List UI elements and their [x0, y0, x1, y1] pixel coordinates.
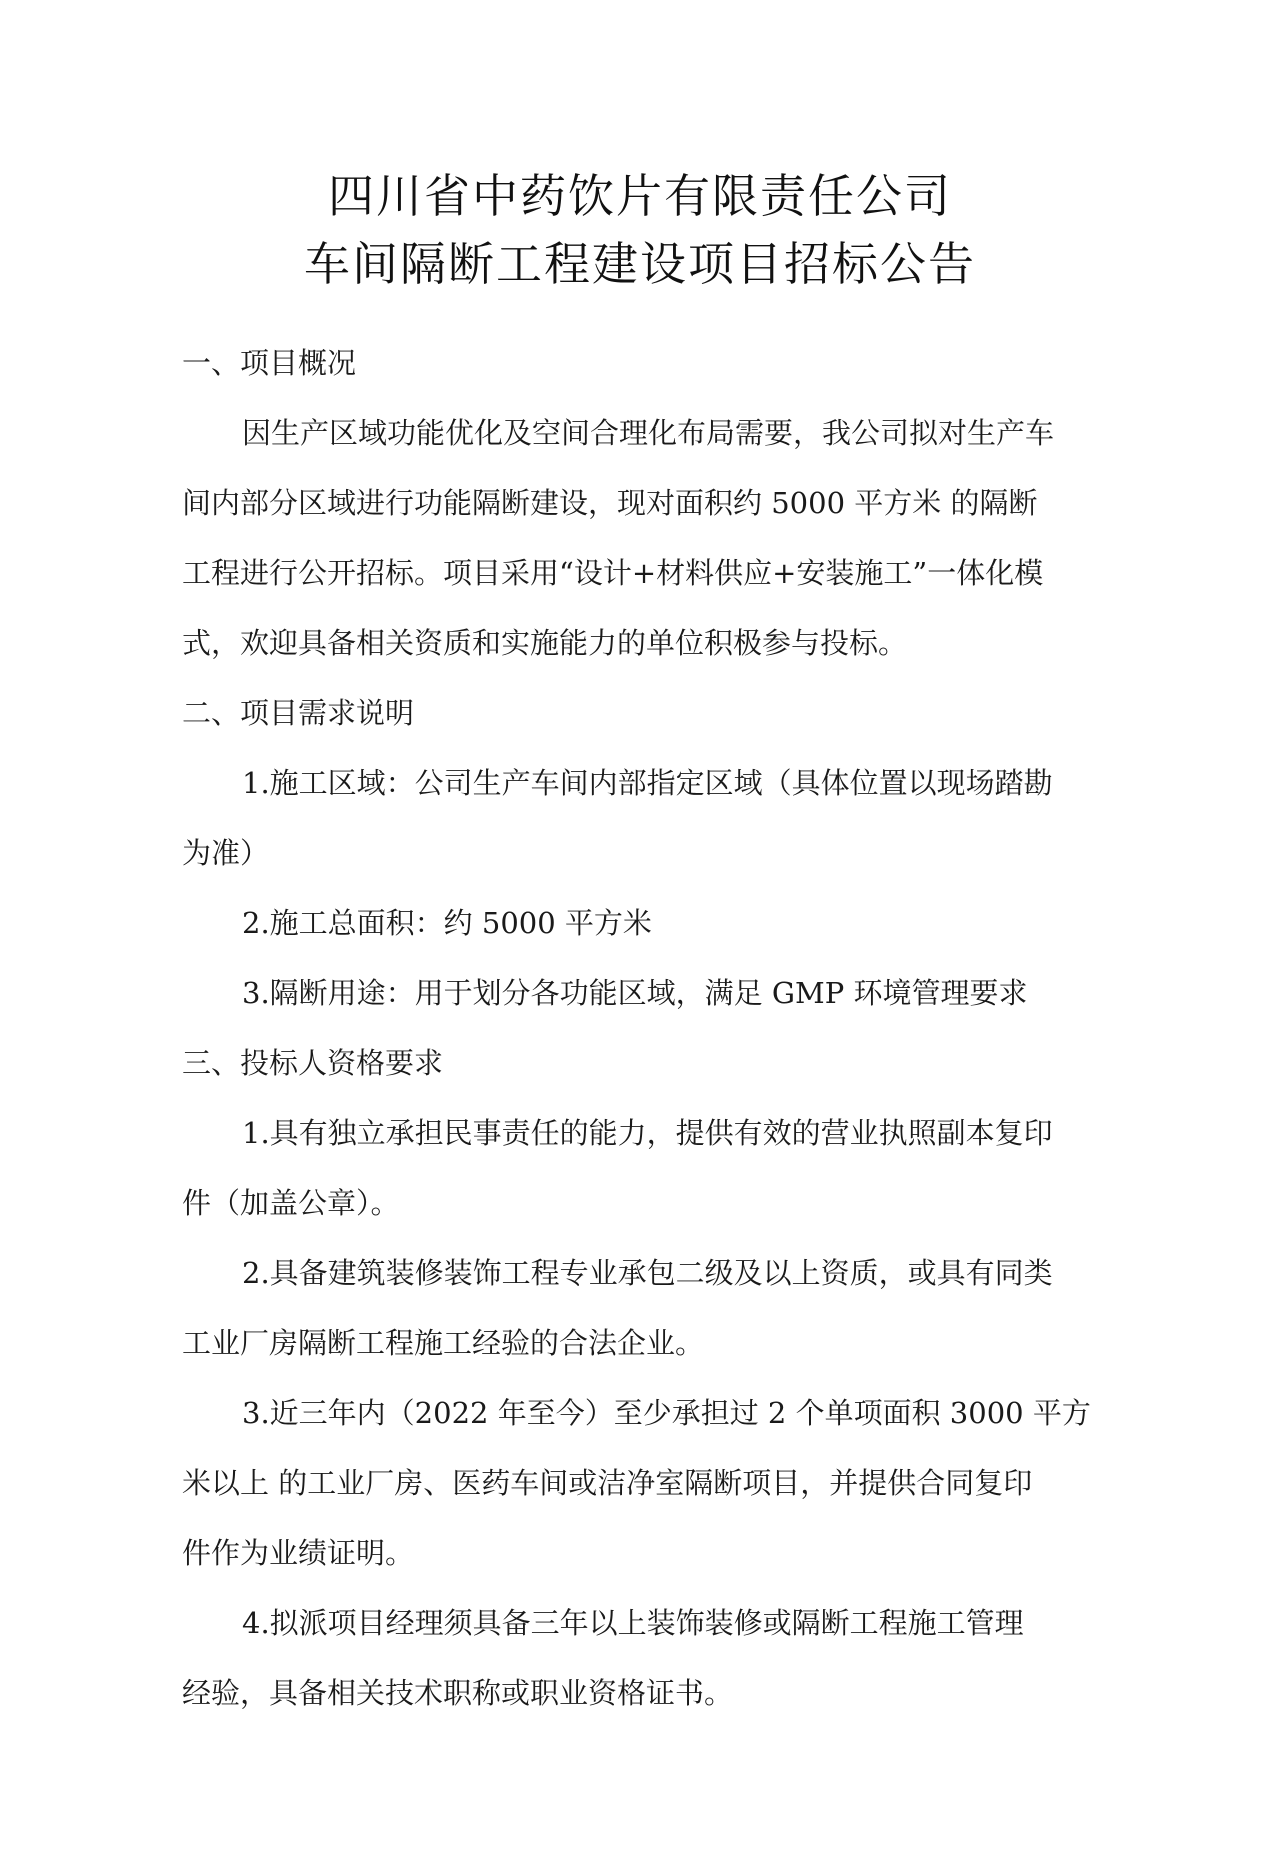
document-title-line-1: 四川省中药饮片有限责任公司 [328, 169, 952, 223]
section-3-item-3-line: 米以上 的工业厂房、医药车间或洁净室隔断项目，并提供合同复印 [182, 1466, 1033, 1500]
section-2-item-3: 3.隔断用途：用于划分各功能区域，满足 GMP 环境管理要求 [242, 976, 1028, 1010]
section-3-item-3-line: 件作为业绩证明。 [182, 1536, 415, 1570]
document-title-line-2: 车间隔断工程建设项目招标公告 [304, 237, 976, 291]
section-2-item-1-line: 为准） [182, 836, 270, 870]
section-3-item-3-line: 3.近三年内（2022 年至今）至少承担过 2 个单项面积 3000 平方 [242, 1396, 1091, 1430]
section-3-item-4-line: 经验，具备相关技术职称或职业资格证书。 [182, 1676, 734, 1710]
section-1-paragraph-line: 间内部分区域进行功能隔断建设，现对面积约 5000 平方米 的隔断 [182, 486, 1038, 520]
section-1-heading: 一、项目概况 [182, 346, 357, 380]
section-2-item-2: 2.施工总面积：约 5000 平方米 [242, 906, 652, 940]
section-2-item-1-line: 1.施工区域：公司生产车间内部指定区域（具体位置以现场踏勘 [242, 766, 1053, 800]
section-3-item-1-line: 1.具有独立承担民事责任的能力，提供有效的营业执照副本复印 [242, 1116, 1053, 1150]
section-3-item-2-line: 2.具备建筑装修装饰工程专业承包二级及以上资质，或具有同类 [242, 1256, 1053, 1290]
section-1-paragraph-line: 式，欢迎具备相关资质和实施能力的单位积极参与投标。 [182, 626, 908, 660]
section-3-item-1-line: 件（加盖公章）。 [182, 1186, 400, 1220]
section-1-paragraph-line: 工程进行公开招标。项目采用“设计+材料供应+安装施工”一体化模 [182, 556, 1044, 590]
section-2-heading: 二、项目需求说明 [182, 696, 415, 730]
section-3-item-4-line: 4.拟派项目经理须具备三年以上装饰装修或隔断工程施工管理 [242, 1606, 1024, 1640]
section-1-paragraph-line: 因生产区域功能优化及空间合理化布局需要，我公司拟对生产车 [242, 416, 1055, 450]
section-3-item-2-line: 工业厂房隔断工程施工经验的合法企业。 [182, 1326, 705, 1360]
section-3-heading: 三、投标人资格要求 [182, 1046, 444, 1080]
